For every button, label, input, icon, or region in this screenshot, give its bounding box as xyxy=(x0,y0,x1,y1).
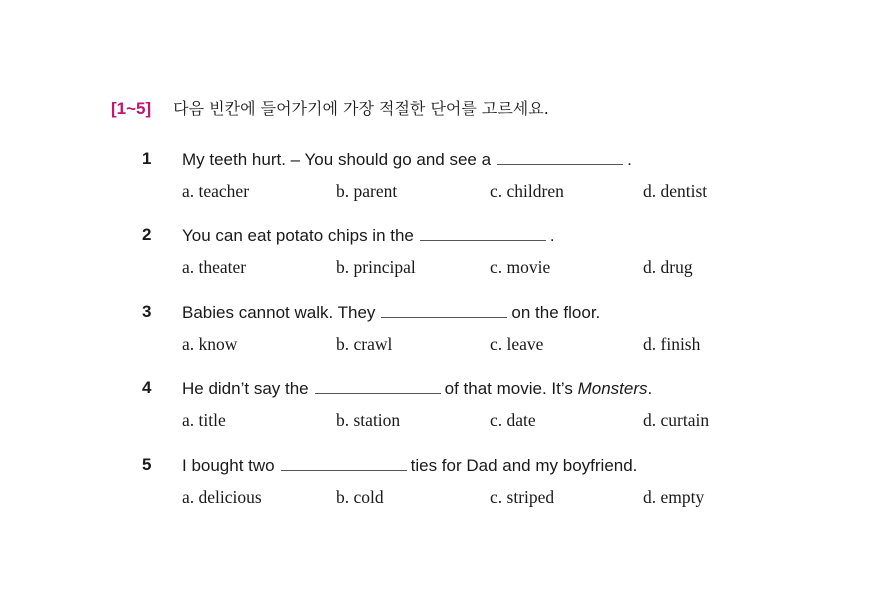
option-b: b. parent xyxy=(336,181,398,201)
question-number: 1 xyxy=(142,149,152,168)
question-3 xyxy=(0,301,873,371)
option-a: a. know xyxy=(182,334,238,354)
stem-before: Babies cannot walk. They xyxy=(182,303,376,322)
stem-after: ties for Dad and my boyfriend. xyxy=(410,456,638,475)
option-d: d. drug xyxy=(643,257,693,277)
option-b: b. crawl xyxy=(336,334,393,354)
option-d: d. empty xyxy=(643,487,705,507)
question-4 xyxy=(0,377,873,447)
question-stem xyxy=(182,454,637,477)
stem-after: on the floor. xyxy=(511,303,601,322)
option-a: a. delicious xyxy=(182,487,262,507)
stem-after: . xyxy=(549,226,555,245)
question-stem xyxy=(182,301,600,324)
question-number: 5 xyxy=(142,455,152,474)
stem-after: of that movie. It’s xyxy=(444,379,573,398)
answer-blank xyxy=(281,454,407,471)
question-number: 4 xyxy=(142,378,152,397)
option-c: c. children xyxy=(490,181,564,201)
option-a: a. title xyxy=(182,410,226,430)
option-b: b. principal xyxy=(336,257,416,277)
question-number: 2 xyxy=(142,225,152,244)
option-d: d. finish xyxy=(643,334,701,354)
question-2 xyxy=(0,224,873,294)
instruction-text: 다음 빈칸에 들어가기에 가장 적절한 단어를 고르세요. xyxy=(173,99,549,118)
question-range: [1~5] xyxy=(111,99,152,118)
option-b: b. station xyxy=(336,410,401,430)
option-a: a. teacher xyxy=(182,181,250,201)
question-1 xyxy=(0,148,873,218)
question-number: 3 xyxy=(142,302,152,321)
option-c: c. leave xyxy=(490,334,544,354)
option-a: a. theater xyxy=(182,257,247,277)
option-c: c. striped xyxy=(490,487,555,507)
stem-end: . xyxy=(647,379,653,398)
option-b: b. cold xyxy=(336,487,384,507)
stem-before: He didn’t say the xyxy=(182,379,309,398)
answer-blank xyxy=(315,377,441,394)
answer-blank xyxy=(420,224,546,241)
instruction xyxy=(111,98,549,120)
option-d: d. dentist xyxy=(643,181,708,201)
option-c: c. date xyxy=(490,410,536,430)
movie-title: Monsters xyxy=(577,379,648,398)
answer-blank xyxy=(381,301,507,318)
question-5 xyxy=(0,454,873,524)
question-stem xyxy=(182,377,652,400)
stem-before: You can eat potato chips in the xyxy=(182,226,414,245)
question-stem xyxy=(182,148,632,171)
answer-blank xyxy=(497,148,623,165)
question-stem xyxy=(182,224,555,247)
stem-before: I bought two xyxy=(182,456,275,475)
option-c: c. movie xyxy=(490,257,551,277)
option-d: d. curtain xyxy=(643,410,710,430)
stem-after: . xyxy=(627,150,632,169)
stem-before: My teeth hurt. – You should go and see a xyxy=(182,150,492,169)
